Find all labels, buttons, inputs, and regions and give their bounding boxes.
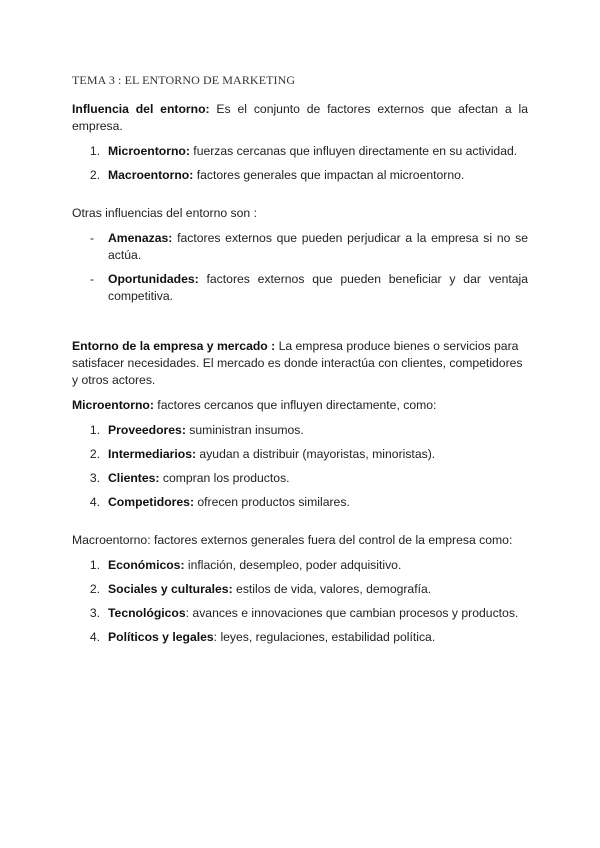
list-item: 2. Macroentorno: factores generales que impactan al microentorno. <box>89 168 465 182</box>
document-title: TEMA 3 : EL ENTORNO DE MARKETING <box>72 73 296 87</box>
influencia-list <box>72 143 528 184</box>
list-item: - Oportunidades: factores externos que pueden beneficiar y dar ventaja competitiva. <box>90 272 528 303</box>
list-item: 2. Sociales y culturales: estilos de vida, valores, demografía. <box>89 582 432 596</box>
list-item: 4. Políticos y legales: leyes, regulaciones, estabilidad política. <box>89 630 436 644</box>
entorno-label: Entorno de la empresa y mercado : <box>72 339 276 353</box>
micro-heading: Microentorno: factores cercanos que influyen directamente, como: <box>72 398 437 412</box>
list-item: 1. Económicos: inflación, desempleo, poder adquisitivo. <box>89 558 402 572</box>
otras-heading: Otras influencias del entorno son : <box>72 206 257 220</box>
macro-heading: Macroentorno: factores externos generales fuera del control de la empresa como: <box>72 533 513 547</box>
list-item: 1. Proveedores: suministran insumos. <box>89 423 304 437</box>
list-item: 1. Microentorno: fuerzas cercanas que influyen directamente en su actividad. <box>89 144 518 158</box>
list-item: - Amenazas: factores externos que pueden perjudicar a la empresa si no se actúa. <box>90 231 528 262</box>
entorno-text: La empresa produce bienes o servicios para satisfacer necesidades. El mercado es donde interactúa con clientes, competidores y otros actores. <box>72 339 523 387</box>
micro-list <box>72 422 528 511</box>
list-item: 3. Tecnológicos: avances e innovaciones que cambian procesos y productos. <box>89 606 519 620</box>
list-item: 3. Clientes: compran los productos. <box>89 471 290 485</box>
list-item: 2. Intermediarios: ayudan a distribuir (mayoristas, minoristas). <box>89 447 436 461</box>
entorno-paragraph <box>72 338 528 389</box>
influencia-text: Es el conjunto de factores externos que afectan a la empresa. <box>72 102 528 133</box>
document-page <box>72 72 528 653</box>
list-item: 4. Competidores: ofrecen productos similares. <box>89 495 350 509</box>
influencia-paragraph <box>72 101 528 135</box>
macro-list <box>72 557 528 646</box>
otras-list <box>72 230 528 305</box>
influencia-label: Influencia del entorno: <box>72 102 210 116</box>
